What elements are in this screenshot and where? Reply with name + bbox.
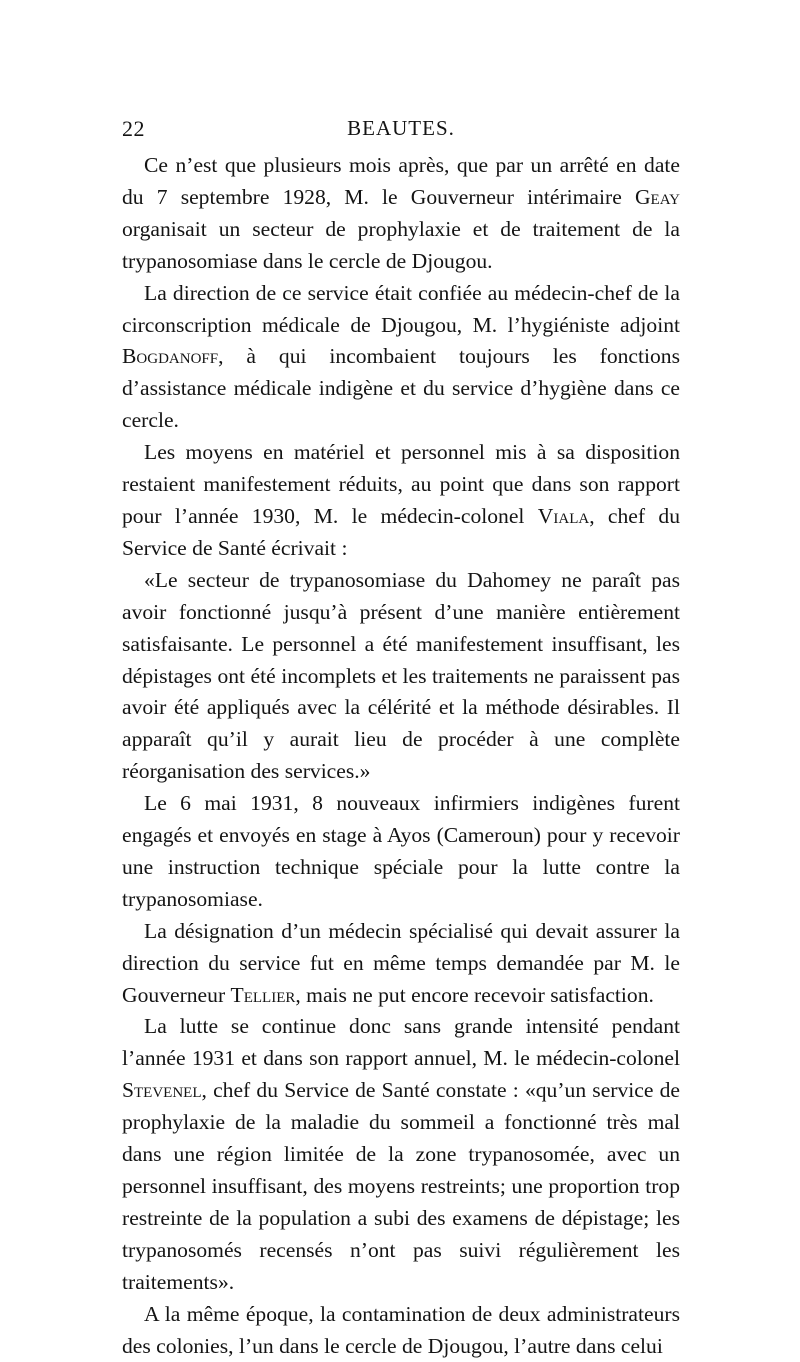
paragraph [122,788,680,916]
text-run: , à qui incombaient toujours les fonctions d’assistance médicale indigène et du service d’hygiène dans ce cercle. [122,344,680,433]
quotation-paragraph [122,565,680,788]
paragraph [122,916,680,1012]
paragraph [122,437,680,565]
text-run: «Le secteur de trypanosomiase du Dahomey ne paraît pas avoir fonctionné jusqu’à présent d’une manière entièrement satisfaisante. Le personnel a été manifestement insuffisant, les dépistages ont été incomplets et les traitements ne paraissent pas avoir été appliqués avec la célérité et la méthode désirables. Il apparaît qu’il y aurait lieu de procéder à une complète réorganisation des services.» [122,567,680,784]
text-run: La désignation d’un médecin spécialisé qui devait assurer la direction du service fut en même temps demandée par M. le Gouverneur [122,918,680,1007]
name-small-caps: Bogdanoff [122,344,219,369]
body-text [122,150,680,1362]
text-run: Les moyens en matériel et personnel mis à sa disposition restaient manifestement réduits, au point que dans son rapport pour l’année 1930, M. le médecin-colonel [122,440,680,528]
name-small-caps: Stevenel [122,1078,202,1103]
text-run: La lutte se continue donc sans grande intensité pendant l’année 1931 et dans son rapport annuel, M. le médecin-colonel [122,1014,680,1071]
text-run: A la même époque, la contamination de deux administrateurs des colonies, l’un dans le cercle de Djougou, l’autre dans celui [122,1301,680,1358]
running-title: BEAUTES. [347,116,455,140]
text-run: , chef du Service de Santé constate : «qu’un service de prophylaxie de la maladie du sommeil a fonctionné très mal dans une région limitée de la zone trypanosomée, avec un personnel insuffisant, des moyens restreints; une proportion trop restreinte de la population a subi des examens de dépistage; les trypanosomés recensés n’ont pas suivi régulièrement les traitements». [122,1078,680,1294]
paragraph [122,1011,680,1298]
paragraph [122,278,680,438]
text-run: , mais ne put encore recevoir satisfaction. [295,982,654,1007]
text-run: , chef du Service de Santé écrivait : [122,503,680,560]
text-run: La direction de ce service était confiée au médecin-chef de la circonscription médicale de Djougou, M. l’hygiéniste adjoint [122,280,680,337]
text-run: Le 6 mai 1931, 8 nouveaux infirmiers indigènes furent engagés et envoyés en stage à Ayos (Cameroun) pour y recevoir une instruction technique spéciale pour la lutte contre la trypanosomiase. [122,791,680,911]
text-run: Ce n’est que plusieurs mois après, que par un arrêté en date du 7 septembre 1928, M. le Gouverneur intérimaire [122,153,680,209]
running-head [122,116,680,146]
paragraph [122,1299,680,1362]
name-small-caps: Viala [537,503,590,528]
name-small-caps: Geay [634,184,680,209]
paragraph [122,150,680,278]
page-number: 22 [122,116,145,141]
name-small-caps: Tellier [230,982,296,1007]
text-run: organisait un secteur de prophylaxie et de traitement de la trypanosomiase dans le cercle de Djougou. [122,216,680,273]
